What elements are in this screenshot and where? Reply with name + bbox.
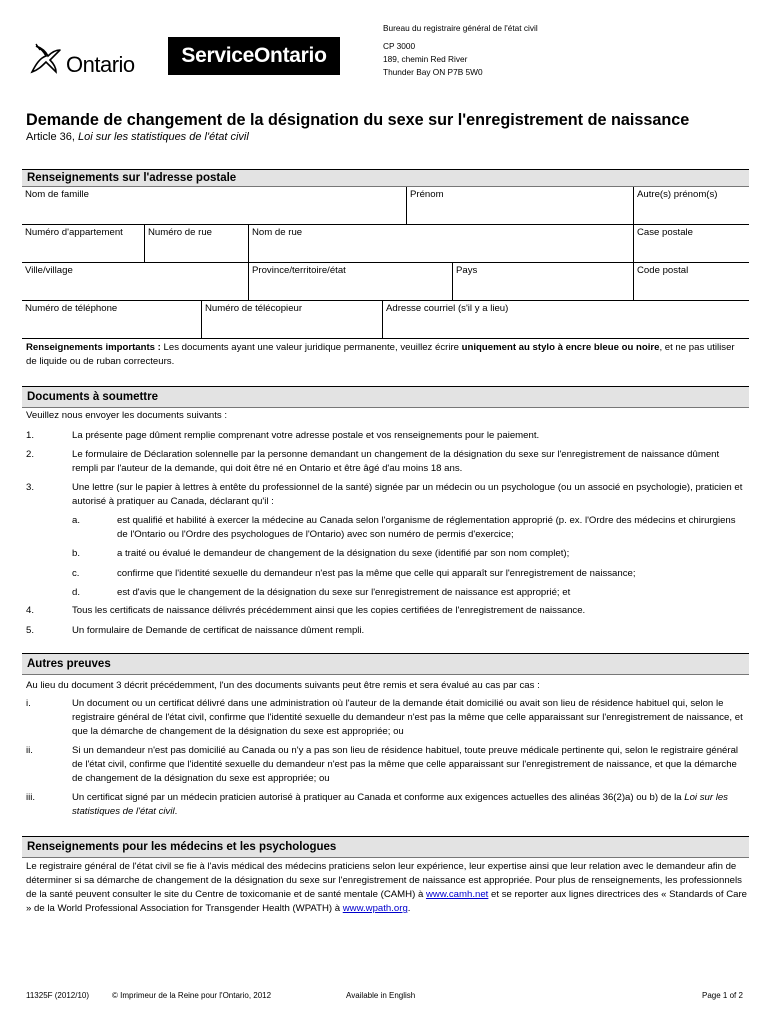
apartment-number-label: Numéro d'appartement: [25, 227, 123, 238]
form-number: 11325F (2012/10): [26, 991, 90, 1000]
list-item: Une lettre (sur le papier à lettres à entête du professionnel de la santé) signée par un médecin ou un psychologue (ou un associé en psychologie), praticien et autorisé à pratiquer au Canada, déclarant qu'il :: [72, 482, 743, 507]
subtitle-prefix: Article 36,: [26, 131, 78, 143]
list-item-number: iii.: [26, 792, 36, 803]
other-names-field[interactable]: [634, 187, 749, 225]
subtitle-act-name: Loi sur les statistiques de l'état civil: [77, 131, 249, 143]
other-proofs-section-heading: Autres preuves: [22, 653, 749, 675]
sub-item-letter: d.: [72, 587, 81, 598]
list-item: Si un demandeur n'est pas domicilié au Canada ou n'y a pas son lieu de résidence habituel, toute preuve médicale pertinente qui, selon le registraire général de l'état civil, confirme que l'identité sexuelle du demandeur n'est pas la même que celle apparaissant sur l'enregistrement de naissance, et que la démarche de changement de la désignation du sexe est appropriée; ou: [72, 745, 739, 784]
list-item: La présente page dûment remplie comprenant votre adresse postale et vos renseignements pour le paiement.: [72, 430, 540, 441]
last-name-label: Nom de famille: [25, 189, 89, 200]
other-proofs-intro: Au lieu du document 3 décrit précédemment, l'un des documents suivants peut être remis et sera évalué au cas par cas :: [26, 680, 540, 691]
sub-item: a traité ou évalué le demandeur de changement de la désignation du sexe (identifié par son nom complet);: [117, 548, 570, 559]
important-bold: uniquement au stylo à encre bleue ou noire: [461, 342, 660, 353]
ontario-wordmark: Ontario: [66, 52, 135, 77]
address-line: Thunder Bay ON P7B 5W0: [383, 67, 483, 77]
first-name-label: Prénom: [410, 189, 444, 200]
list-item-number: 4.: [26, 605, 35, 616]
sub-item: confirme que l'identité sexuelle du demandeur n'est pas la même que celle qui apparaît sur l'enregistrement de naissance;: [117, 568, 636, 579]
sub-item: est qualifié et habilité à exercer la médecine au Canada selon l'organisme de réglementation approprié (p. ex. l'Ordre des médecins et chirurgiens de l'Ontario ou l'Ordre des psychologues de l'Ontario) avec son numéro de permis d'exercice;: [117, 515, 736, 540]
phone-label: Numéro de téléphone: [25, 303, 118, 314]
important-lead: Renseignements importants :: [26, 342, 164, 353]
postal-code-field[interactable]: [634, 263, 749, 301]
country-field[interactable]: [453, 263, 634, 301]
registrar-address: [383, 22, 538, 79]
address-line: Bureau du registraire général de l'état civil: [383, 23, 538, 33]
first-name-field[interactable]: [407, 187, 634, 225]
sub-item-letter: b.: [72, 548, 81, 559]
city-field[interactable]: [22, 263, 249, 301]
postal-section-heading: Renseignements sur l'adresse postale: [22, 169, 749, 187]
list-item-number: ii.: [26, 745, 33, 756]
list-item: [72, 791, 747, 819]
street-name-field[interactable]: [249, 225, 634, 263]
act-name: Loi sur les statistiques de l'état civil: [72, 792, 728, 817]
page-subtitle: [26, 131, 249, 143]
list-item: Tous les certificats de naissance délivrés précédemment ainsi que les copies certifiées de l'enregistrement de naissance.: [72, 605, 586, 616]
medical-section-heading: Renseignements pour les médecins et les psychologues: [22, 836, 749, 858]
list-item-number: 2.: [26, 449, 35, 460]
documents-section-heading: Documents à soumettre: [22, 386, 749, 408]
address-line: 189, chemin Red River: [383, 54, 468, 64]
sub-item-letter: c.: [72, 568, 80, 579]
important-text-end: , et ne pas utiliser de liquide ou de ruban correcteurs.: [26, 342, 735, 367]
important-notice: [26, 341, 746, 369]
page-number: Page 1 of 2: [702, 991, 743, 1000]
list-item-number: 1.: [26, 430, 35, 441]
page-title: Demande de changement de la désignation du sexe sur l'enregistrement de naissance: [26, 111, 690, 129]
list-item-number: 5.: [26, 625, 35, 636]
postal-code-label: Code postal: [637, 265, 689, 276]
fax-field[interactable]: [202, 301, 383, 339]
street-name-label: Nom de rue: [252, 227, 303, 238]
list-item-text: Un certificat signé par un médecin praticien autorisé à pratiquer au Canada et conforme aux exigences actuelles des alinéas 36(2)a) ou b) de la: [72, 792, 685, 803]
wpath-link[interactable]: www.wpath.org: [342, 903, 408, 914]
medical-text: Le registraire général de l'état civil se fie à l'avis médical des médecins praticiens selon leur expérience, leur expertise ainsi que leur relation avec le demandeur afin de déterminer si sa démarche de changement de la désignation du sexe sur l'enregistrement de naissance est appropriée. Pour plus de renseignements, les professionnels de la santé peuvent consulter le site du Centre de toxicomanie et de santé mentale (CAMH) à: [26, 861, 742, 900]
list-item: Un formulaire de Demande de certificat de naissance dûment rempli.: [72, 625, 365, 636]
last-name-field[interactable]: [22, 187, 407, 225]
phone-field[interactable]: [22, 301, 202, 339]
street-number-label: Numéro de rue: [148, 227, 212, 238]
list-item-number: i.: [26, 698, 31, 709]
medical-text-end: .: [407, 903, 411, 914]
list-item: Un document ou un certificat délivré dans une administration où l'auteur de la demande était domicilié ou avait son lieu de résidence habituel qui, selon le registraire général de l'état civil, confirme que l'identité sexuelle du demandeur n'est pas la même que celle apparaissant sur l'enregistrement de naissance, et que la démarche de changement de la désignation du sexe est appropriée; ou: [72, 698, 743, 737]
province-field[interactable]: [249, 263, 453, 301]
email-label: Adresse courriel (s'il y a lieu): [386, 303, 509, 314]
street-number-field[interactable]: [145, 225, 249, 263]
serviceontario-logo: ServiceOntario: [168, 37, 340, 75]
camh-link[interactable]: www.camh.net: [425, 889, 489, 900]
available-in-english: Available in English: [346, 991, 416, 1000]
province-label: Province/territoire/état: [252, 265, 346, 276]
list-item-number: 3.: [26, 482, 35, 493]
ontario-logo: [26, 40, 146, 80]
documents-intro: Veuillez nous envoyer les documents suivants :: [26, 410, 228, 421]
list-item: Le formulaire de Déclaration solennelle par la personne demandant un changement de la désignation du sexe sur l'enregistrement de naissance dûment rempli par l'auteur de la demande, qui doit être né en Ontario et être âgé d'au moins 18 ans.: [72, 449, 720, 474]
address-line: CP 3000: [383, 41, 416, 51]
fax-label: Numéro de télécopieur: [205, 303, 303, 314]
country-label: Pays: [456, 265, 478, 276]
po-box-label: Case postale: [637, 227, 693, 238]
sub-item: est d'avis que le changement de la désignation du sexe sur l'enregistrement de naissance est approprié; et: [117, 587, 571, 598]
important-text: Les documents ayant une valeur juridique permanente, veuillez écrire: [163, 342, 462, 353]
city-label: Ville/village: [25, 265, 73, 276]
email-field[interactable]: [383, 301, 749, 339]
sub-item-letter: a.: [72, 515, 81, 526]
trillium-icon: [26, 40, 66, 80]
other-names-label: Autre(s) prénom(s): [637, 189, 718, 200]
list-item-end: .: [174, 806, 178, 817]
medical-text: et se reporter aux lignes directrices des « Standards of Care » de la World Professional Association for Transgender Health (WPATH) à: [26, 889, 747, 914]
po-box-field[interactable]: [634, 225, 749, 263]
medical-paragraph: [26, 860, 748, 916]
copyright: © Imprimeur de la Reine pour l'Ontario, 2012: [112, 991, 272, 1000]
apartment-number-field[interactable]: [22, 225, 145, 263]
